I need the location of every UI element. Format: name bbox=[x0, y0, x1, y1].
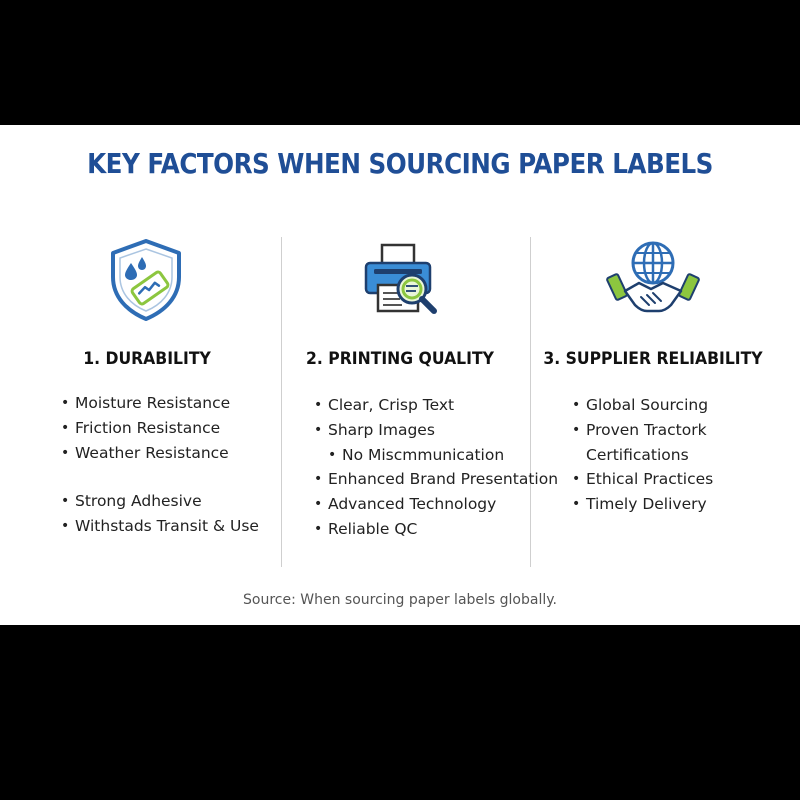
globe-handshake-icon bbox=[605, 235, 701, 325]
list-item: • Moisture Resistance bbox=[61, 391, 259, 416]
list-item: Certifications bbox=[586, 445, 689, 464]
printer-magnifier-icon bbox=[352, 235, 448, 325]
shield-water-drops-icon bbox=[101, 235, 191, 325]
list-item: • Clear, Crisp Text bbox=[314, 393, 558, 418]
supplier-reliability-heading: 3. SUPPLIER RELIABILITY bbox=[543, 349, 763, 369]
list-item: • Ethical Practices bbox=[572, 467, 713, 492]
durability-list bbox=[61, 391, 259, 539]
list-item: • Enhanced Brand Presentation bbox=[314, 467, 558, 492]
durability-heading: 1. DURABILITY bbox=[83, 349, 211, 369]
list-item: • Weather Resistance bbox=[61, 441, 259, 466]
list-item: • Strong Adhesive bbox=[61, 489, 259, 514]
page-title: KEY FACTORS WHEN SOURCING PAPER LABELS bbox=[87, 147, 713, 180]
column-printing-quality bbox=[267, 225, 559, 555]
list-item: • Timely Delivery bbox=[572, 492, 713, 517]
list-item: • Reliable QC bbox=[314, 517, 558, 542]
column-durability bbox=[14, 225, 280, 555]
supplier-reliability-list bbox=[572, 393, 713, 517]
list-item: • Friction Resistance bbox=[61, 416, 259, 441]
infographic-panel bbox=[0, 125, 800, 625]
list-item: • Withstads Transit & Use bbox=[61, 514, 259, 539]
source-note: Source: When sourcing paper labels globally. bbox=[243, 592, 557, 608]
list-item: • Sharp Images bbox=[314, 418, 558, 443]
list-item: • No Miscmmunication bbox=[314, 443, 558, 468]
list-item: • Proven Tractork bbox=[572, 418, 713, 443]
printing-quality-heading: 2. PRINTING QUALITY bbox=[306, 349, 494, 369]
list-item: • Global Sourcing bbox=[572, 393, 713, 418]
list-item: • Advanced Technology bbox=[314, 492, 558, 517]
column-supplier-reliability bbox=[520, 225, 786, 555]
